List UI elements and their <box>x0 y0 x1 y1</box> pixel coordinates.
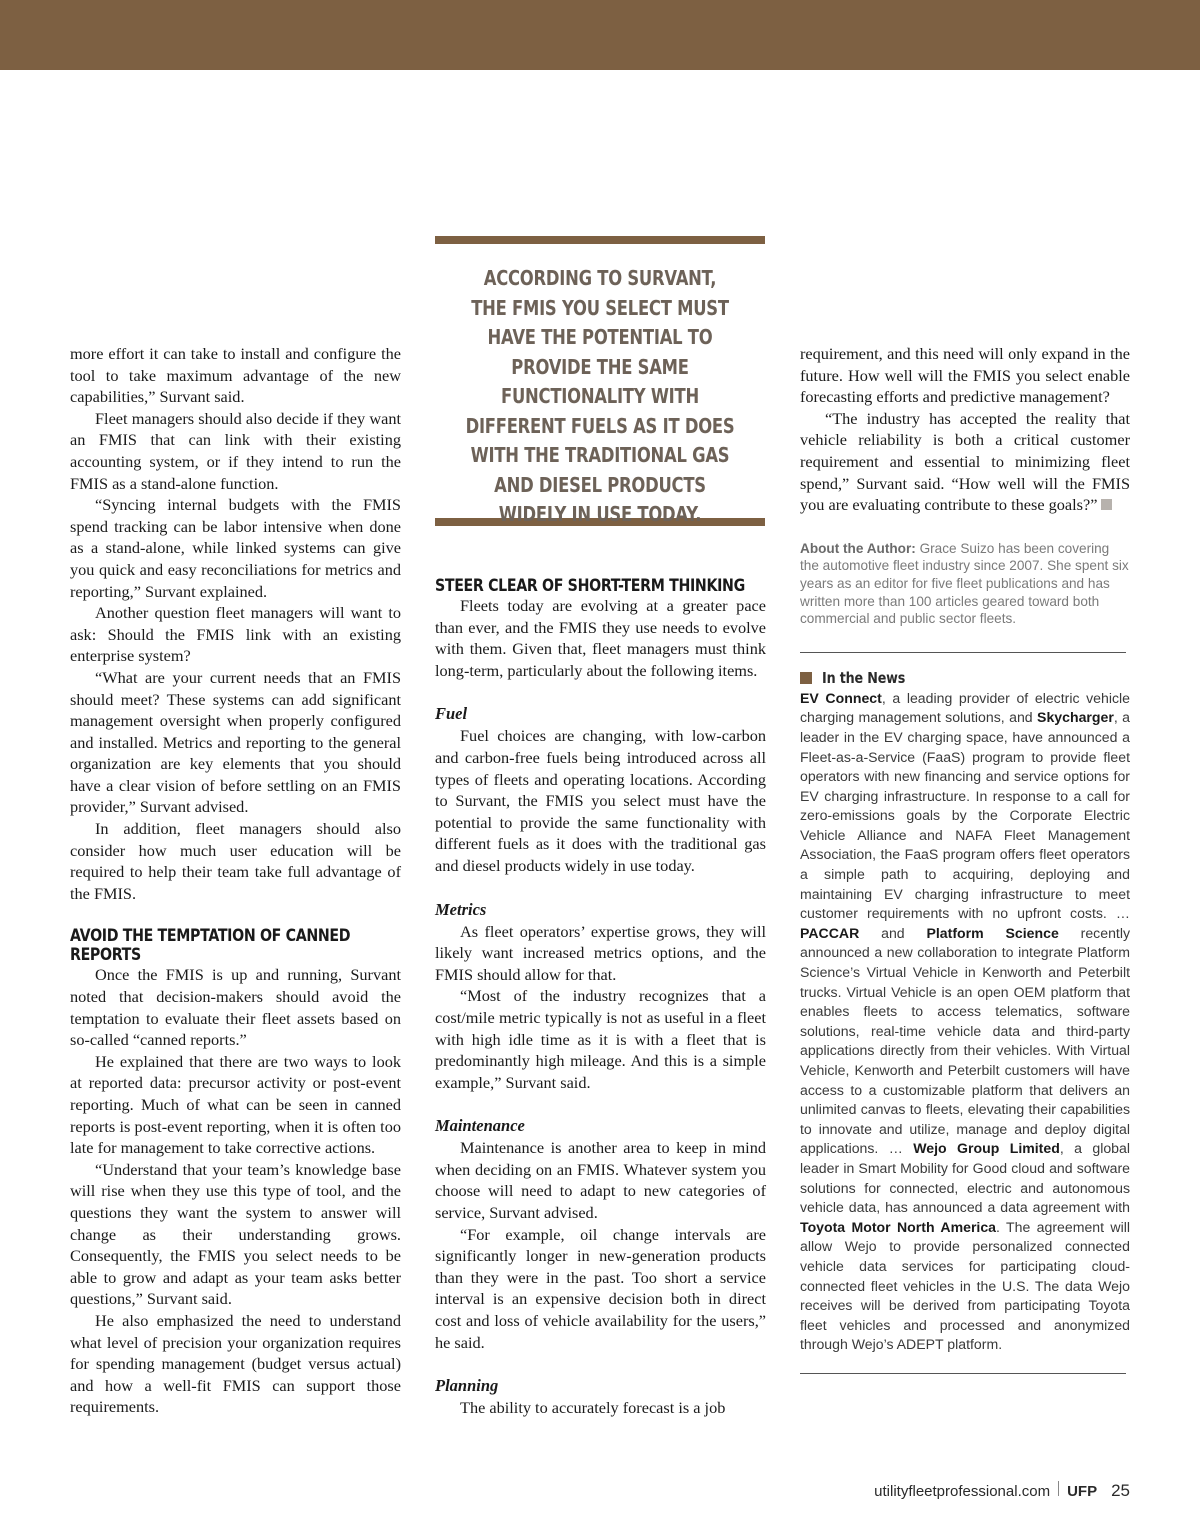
paragraph: “For example, oil change intervals are significantly longer in new-generation products than they were in the past. Too short a service interval is an expensive decision both in direct cost and loss of vehicle availability for the users,” he said. <box>435 1224 766 1352</box>
section-heading: AVOID THE TEMPTATION OF CANNED REPORTS <box>70 926 351 965</box>
company-name: EV Connect <box>800 689 882 706</box>
about-text: Grace Suizo has been covering the automotive fleet industry since 2007. She spent six years as an editor for five fleet publications and has written more than 100 articles geared toward both commercial and public sector fleets. <box>800 540 1129 627</box>
paragraph: “What are your current needs that an FMIS should meet? These systems can add significant management oversight when properly configured and installed. Metrics and reporting to the general organization are key elements that you should have a clear vision of before settling on an FMIS provider,” Survant advised. <box>70 667 401 817</box>
news-text: . The agreement will allow Wejo to provide personalized connected vehicle data services for participating cloud-connected fleet vehicles in the U.S. The data Wejo receives will be derived from participating Toyota fleet vehicles and processed and anonymized through Wejo’s ADEPT platform. <box>800 1218 1130 1353</box>
news-text: , a leading provider of electric vehicle charging management solutions, and <box>800 689 1130 726</box>
paragraph: Maintenance is another area to keep in mind when deciding on an FMIS. Whatever system you choose will need to adapt to new categories of service, Survant advised. <box>435 1138 766 1223</box>
column-2 <box>435 576 766 1419</box>
paragraph: requirement, and this need will only expand in the future. How well will the FMIS you select enable forecasting efforts and predictive management? <box>800 344 1130 407</box>
news-text: , a leader in the EV charging space, have announced a Fleet-as-a-Service (FaaS) program to provide fleet operators with new financing and service options for EV charging infrastructure. In response to a call for zero-emissions goals by the Corporate Electric Vehicle Alliance and NAFA Fleet Management Association, the FaaS program offers fleet operators a simple path to acquiring, deploying and maintaining EV charging infrastructure to meet customer requirements with no upfront costs. … <box>800 709 1130 922</box>
subheading-fuel: Fuel <box>435 704 468 724</box>
brand-mark: UFP <box>1067 1483 1098 1500</box>
about-label: About the Author: <box>800 540 916 556</box>
subheading-planning: Planning <box>435 1376 499 1396</box>
subheading-metrics: Metrics <box>435 899 487 919</box>
company-name: Wejo Group Limited <box>913 1140 1060 1157</box>
paragraph: Once the FMIS is up and running, Survant noted that decision-makers should avoid the temptation to evaluate their fleet assets based on so-called “canned reports.” <box>70 965 401 1050</box>
paragraph: Another question fleet managers will want to ask: Should the FMIS link with an existing enterprise system? <box>70 603 401 666</box>
paragraph: He explained that there are two ways to look at reported data: precursor activity or post-event reporting. Much of what can be seen in canned reports is post-event reporting, when it is often too late for management to take corrective actions. <box>70 1051 401 1158</box>
divider <box>800 1373 1126 1374</box>
news-header <box>800 669 1130 687</box>
about-author <box>800 540 1130 628</box>
news-text: recently announced a new collaboration to integrate Platform Science’s Virtual Vehicle in Kenworth and Peterbilt trucks. Virtual Vehicle is an open OEM platform that enables fleets to access telematics, software solutions, real-time vehicle data and third-party applications directly from their vehicles. With Virtual Vehicle, Kenworth and Peterbilt customers will have access to a customizable platform that delivers an unlimited canvas to fleets, elevating their capabilities to innovate and utilize, manage and deploy digital applications. … <box>800 924 1130 1157</box>
news-square-icon <box>800 672 812 684</box>
paragraph: “Most of the industry recognizes that a cost/mile metric typically is not as useful in a fleet with high idle time as it is with a fleet that is predominantly high mileage. And this is a simple example,” Survant said. <box>435 986 766 1092</box>
news-body <box>800 689 1130 1355</box>
paragraph: “Syncing internal budgets with the FMIS spend tracking can be labor intensive when done as a stand-alone, while linked systems can give you quick and easy reconciliations for metrics and reporting,” Survant explained. <box>70 495 401 601</box>
column-1 <box>70 343 401 1418</box>
paragraph: Fleet managers should also decide if they want an FMIS that can link with their existing accounting system, or if they intend to run the FMIS as a stand-alone function. <box>70 408 401 493</box>
company-name: Toyota Motor North America <box>800 1218 997 1235</box>
paragraph: Fleets today are evolving at a greater pace than ever, and the FMIS they use needs to evolve with them. Given that, fleet managers must think long-term, particularly about the following items. <box>435 596 766 680</box>
paragraph: In addition, fleet managers should also consider how much user education will be required to help their team take full advantage of the FMIS. <box>70 819 401 903</box>
company-name: Platform Science <box>926 924 1059 941</box>
paragraph-end <box>800 408 1130 516</box>
page-footer <box>874 1481 1130 1501</box>
column-3 <box>800 343 1130 1374</box>
pull-quote <box>435 236 765 526</box>
paragraph: The ability to accurately forecast is a job <box>460 1398 726 1418</box>
section-heading: STEER CLEAR OF SHORT-TERM THINKING <box>435 576 745 595</box>
news-text: , a global leader in Smart Mobility for Good cloud and software solutions for connected, electric and autonomous vehicle data, has announced a data agreement with <box>800 1140 1130 1216</box>
paragraph: Fuel choices are changing, with low-carbon and carbon-free fuels being introduced across all types of fleets and operating locations. According to Survant, the FMIS you select must have the potential to provide the same functionality with different fuels as it does with the traditional gas and diesel products widely in use today. <box>435 726 766 875</box>
footer-separator <box>1058 1481 1059 1496</box>
site-url: utilityfleetprofessional.com <box>874 1483 1051 1500</box>
paragraph: He also emphasized the need to understand what level of precision your organization requires for spending management (budget versus actual) and how a well-fit FMIS can support those requirements. <box>70 1310 401 1417</box>
divider <box>800 652 1126 653</box>
paragraph-text: “The industry has accepted the reality that vehicle reliability is both a critical customer requirement and essential to minimizing fleet spend,” Survant said. “How well will the FMIS you are evaluating contribute to these goals?” <box>800 408 1130 515</box>
paragraph: “Understand that your team’s knowledge base will rise when they use this type of tool, and the questions they want the system to answer will change as their understanding grows. Consequently, the FMIS you select needs to be able to grow and adapt as your team asks better questions,” Survant said. <box>70 1159 401 1309</box>
news-text: and <box>859 924 927 941</box>
company-name: PACCAR <box>800 924 860 941</box>
pull-quote-text: ACCORDING TO SURVANT, THE FMIS YOU SELECT MUST HAVE THE POTENTIAL TO PROVIDE THE SAME FUNCTIONALITY WITH DIFFERENT FUELS AS IT DOES WITH THE TRADITIONAL GAS AND DIESEL PRODUCTS WIDELY IN USE TODAY. <box>465 266 735 526</box>
end-mark-icon <box>1101 499 1112 510</box>
paragraph: As fleet operators’ expertise grows, they will likely want increased metrics options, and the FMIS should allow for that. <box>435 921 766 984</box>
header-band <box>0 0 1200 70</box>
page-number: 25 <box>1111 1481 1130 1500</box>
company-name: Skycharger <box>1037 709 1114 726</box>
paragraph: more effort it can take to install and configure the tool to take maximum advantage of the new capabilities,” Survant said. <box>70 344 401 407</box>
news-title: In the News <box>822 668 906 687</box>
subheading-maintenance: Maintenance <box>435 1116 525 1136</box>
pull-quote-top-rule <box>435 236 765 244</box>
